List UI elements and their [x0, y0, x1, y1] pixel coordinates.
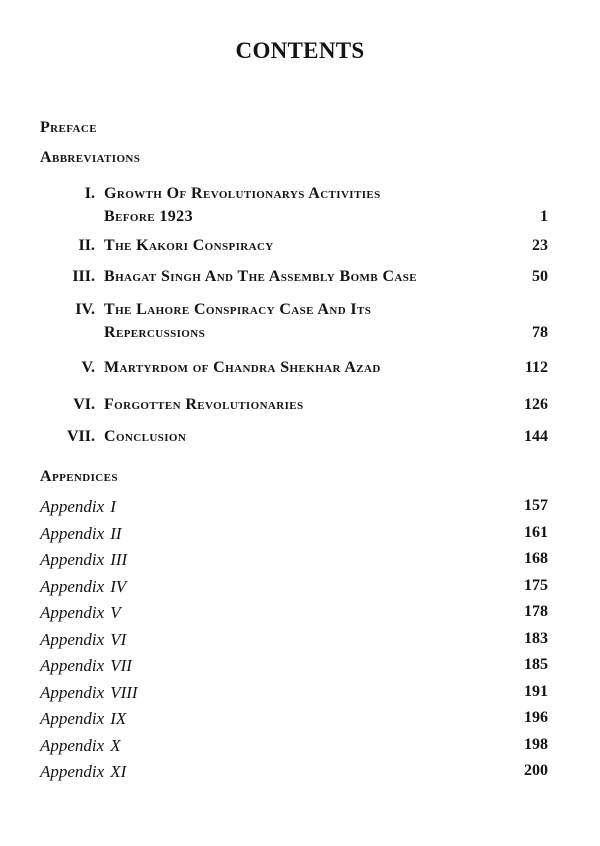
appendix-page-number: 196	[524, 709, 548, 726]
chapter-title-line: Repercussions	[104, 324, 206, 341]
chapter-page-number: 126	[524, 396, 548, 413]
appendix-page-number: 175	[524, 576, 548, 594]
appendix-page-number: 178	[524, 603, 548, 620]
appendix-page-number: 198	[524, 735, 548, 753]
toc-appendix-6[interactable]	[0, 630, 600, 652]
toc-appendix-9[interactable]	[0, 709, 600, 731]
appendix-page-number: 185	[524, 656, 548, 673]
appendix-page-number: 157	[524, 497, 548, 514]
toc-appendix-10[interactable]	[0, 736, 600, 758]
chapter-title-line: Martyrdom of Chandra Shekhar Azad	[104, 359, 381, 376]
appendix-page-number: 200	[524, 762, 548, 779]
appendix-label: Appendix I	[40, 497, 116, 516]
chapter-title-line: Bhagat Singh And The Assembly Bomb Case	[104, 268, 417, 285]
chapter-numeral: III.	[72, 268, 95, 285]
chapter-numeral: VI.	[73, 396, 95, 413]
toc-appendix-1[interactable]	[0, 497, 600, 519]
chapter-page-number: 1	[540, 208, 548, 225]
chapter-title-line: Growth Of Revolutionarys Activities	[104, 185, 381, 202]
toc-appendix-11[interactable]	[0, 762, 600, 784]
chapter-numeral: V.	[81, 359, 95, 376]
chapter-page-number: 144	[524, 428, 548, 445]
appendix-label: Appendix XI	[40, 762, 127, 781]
page-title: CONTENTS	[235, 38, 365, 63]
toc-appendix-2[interactable]	[0, 524, 600, 546]
appendix-label: Appendix IV	[40, 576, 127, 596]
chapter-title-line: Before 1923	[104, 208, 193, 225]
appendix-label: Appendix VII	[40, 656, 132, 675]
chapter-numeral: VII.	[66, 428, 95, 445]
appendix-page-number: 161	[524, 523, 548, 541]
toc-appendix-5[interactable]	[0, 603, 600, 625]
chapter-title-line: The Kakori Conspiracy	[104, 237, 274, 254]
toc-appendix-7[interactable]	[0, 656, 600, 678]
toc-appendix-3[interactable]	[0, 550, 600, 572]
toc-entry-abbreviations[interactable]: Abbreviations	[40, 149, 141, 166]
chapter-title-line: Forgotten Revolutionaries	[104, 396, 304, 413]
appendix-label: Appendix V	[40, 603, 121, 622]
chapter-numeral: II.	[78, 237, 95, 254]
appendix-page-number: 183	[524, 629, 548, 647]
toc-appendix-8[interactable]	[0, 683, 600, 705]
toc-appendix-4[interactable]	[0, 577, 600, 599]
chapter-numeral: I.	[84, 185, 95, 202]
appendix-page-number: 191	[524, 682, 548, 700]
chapter-title-line: The Lahore Conspiracy Case And Its	[104, 301, 372, 318]
chapter-page-number: 23	[532, 237, 548, 254]
appendix-label: Appendix X	[40, 735, 121, 755]
toc-entry-preface[interactable]: Preface	[40, 119, 97, 136]
chapter-page-number: 78	[532, 324, 548, 341]
appendix-label: Appendix IX	[40, 709, 127, 728]
chapter-numeral: IV.	[75, 301, 95, 318]
appendices-heading: Appendices	[40, 468, 118, 485]
appendix-label: Appendix III	[40, 550, 128, 569]
appendix-label: Appendix VI	[40, 629, 127, 649]
appendix-label: Appendix II	[40, 523, 122, 543]
appendix-label: Appendix VIII	[40, 682, 138, 702]
chapter-title-line: Conclusion	[104, 428, 187, 445]
chapter-page-number: 50	[532, 268, 548, 285]
appendix-page-number: 168	[524, 550, 548, 567]
chapter-page-number: 112	[524, 359, 548, 376]
